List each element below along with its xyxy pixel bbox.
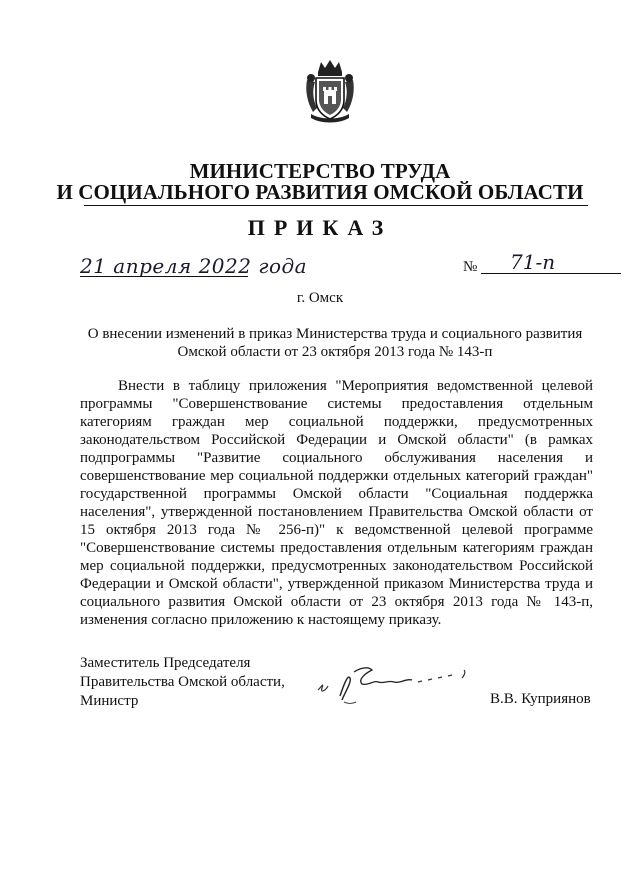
order-number-label: № <box>463 259 478 275</box>
signature-icon <box>314 660 484 712</box>
ministry-name-line2: И СОЦИАЛЬНОГО РАЗВИТИЯ ОМСКОЙ ОБЛАСТИ <box>56 180 584 204</box>
position-line1: Заместитель Председателя <box>80 655 251 671</box>
coat-of-arms-icon <box>303 58 357 124</box>
signatory-name: В.В. Куприянов <box>490 691 591 707</box>
handwritten-order-number: 71-п <box>510 250 556 274</box>
ministry-name-line1: МИНИСТЕРСТВО ТРУДА <box>189 159 451 183</box>
number-underline <box>481 273 621 274</box>
signatory-position <box>80 654 285 711</box>
order-subject: О внесении изменений в приказ Министерства труда и социального развития Омской области от 23 октября 2013 года № 143-п <box>87 326 583 360</box>
city: г. Омск <box>296 290 344 306</box>
header-rule <box>84 205 588 206</box>
position-line3: Министр <box>80 693 139 709</box>
date-underline <box>80 276 248 277</box>
handwritten-date: 21 апреля 2022 года <box>80 254 308 278</box>
document-type-title: ПРИКАЗ <box>247 215 393 240</box>
position-line2: Правительства Омской области, <box>80 674 285 690</box>
order-body: Внести в таблицу приложения "Мероприятия ведомственной целевой программы "Совершенствование системы предоставления отдельным категориям граждан мер социальной поддержки, предусмотренных законодательством Российской Федерации и Омской области" (в рамках подпрограммы "Развитие социального обслуживания населения и совершенствование мер социальной поддержки отдельных категорий граждан" государственной программы Омской области "Социальная поддержка населения", утвержденной постановлением Правительства Омской области от 15 октября 2013 года № 256-п)" к ведомственной целевой программе "Совершенствование системы предоставления отдельным категориям граждан мер социальной поддержки, предусмотренных законодательством Российской Федерации и Омской области", утвержденной приказом Министерства труда и социального развития Омской области от 23 октября 2013 года № 143-п, изменения согласно приложению к настоящему приказу. <box>80 378 593 628</box>
